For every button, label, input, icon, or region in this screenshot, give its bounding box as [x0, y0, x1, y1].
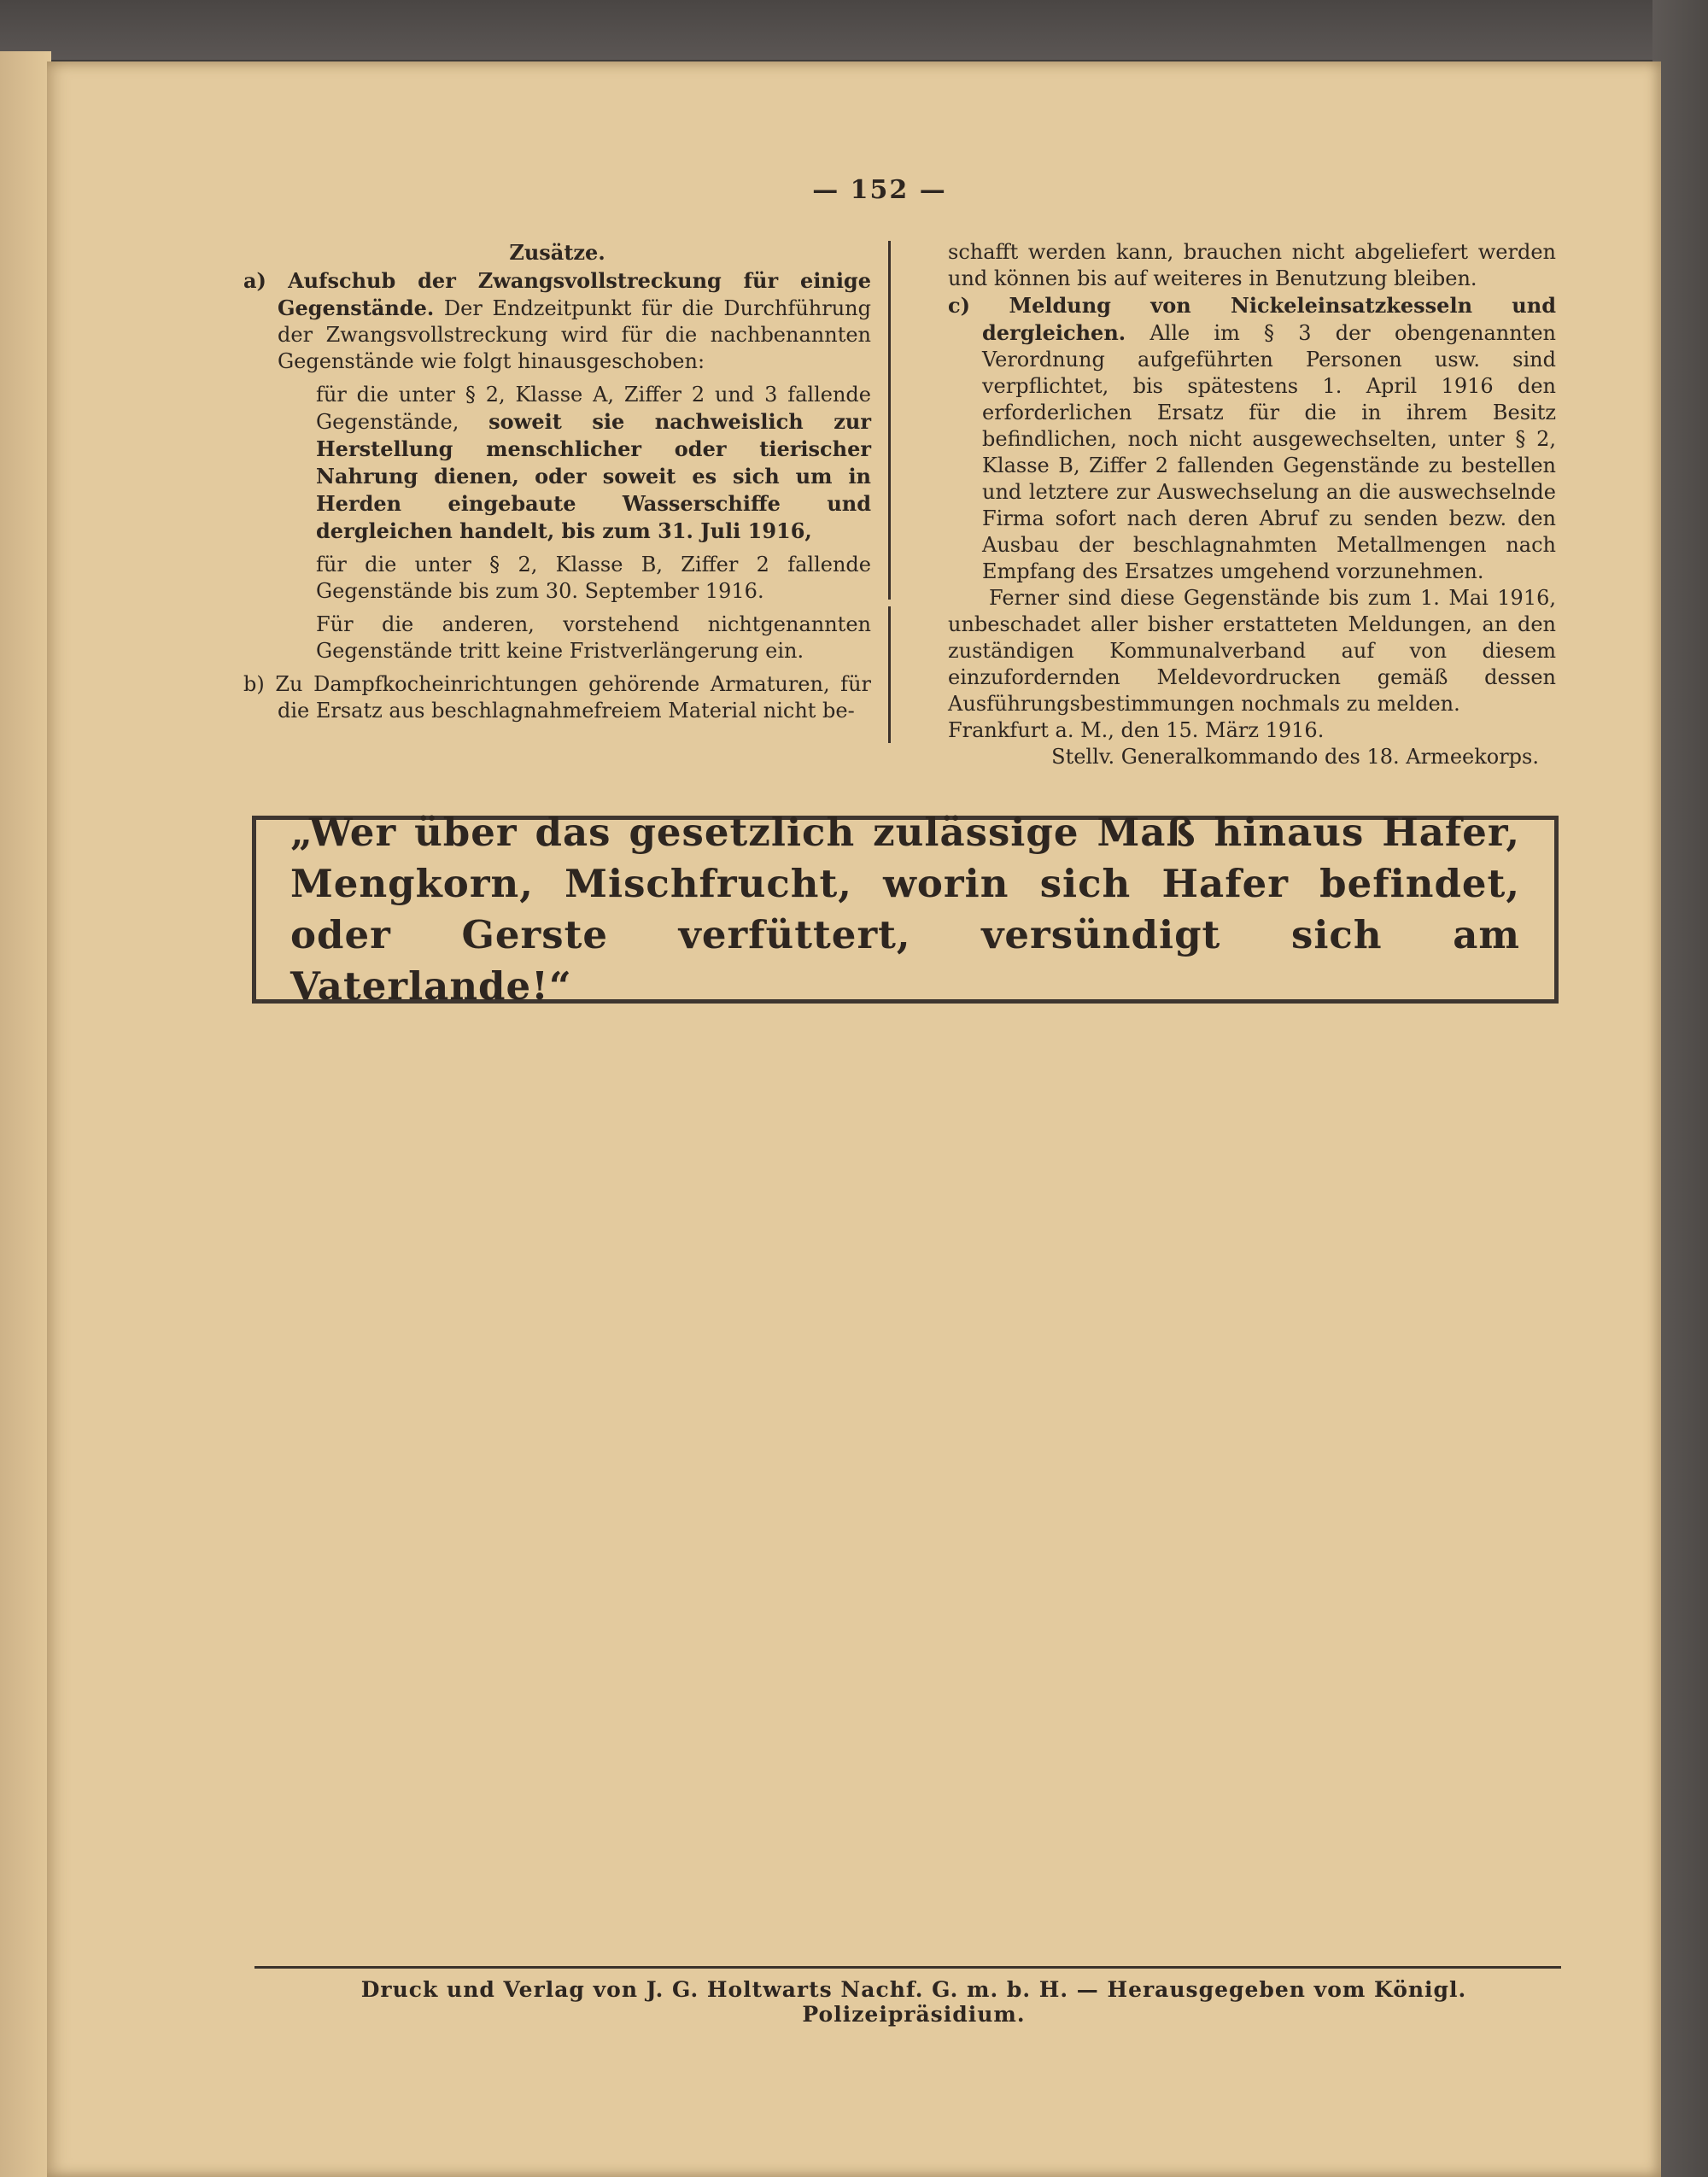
item-c-title: Meldung von Nickeleinsatzkesseln und dergleichen.: [982, 293, 1556, 345]
item-a: [243, 267, 871, 375]
item-c-label: c): [948, 293, 970, 318]
footer-rule: [254, 1966, 1561, 1969]
right-column: [948, 239, 1556, 770]
page-number: — 152 —: [812, 175, 947, 205]
sub-item-1-bold: soweit sie nachweislich zur Herstellung menschlicher oder tierischer Nahrung dienen,: [316, 409, 871, 489]
sub-item-1-pre: für die unter § 2, Klasse A, Ziffer 2 und 3 fallende Gegenstände,: [316, 383, 871, 434]
item-b-label: b): [243, 672, 265, 696]
slogan-text: „Wer über das gesetzlich zulässige Maß hinaus Hafer, Mengkorn, Mischfrucht, worin sich Hafer befindet, oder Gerste verfüttert, versündigt sich am Vaterlande!“: [290, 810, 1520, 1009]
column-rule-upper: [888, 241, 891, 600]
book-cover-left: [0, 51, 51, 2177]
place-date: Frankfurt a. M., den 15. März 1916.: [948, 718, 1325, 742]
sub-item-1-post: oder soweit es sich um in Herden eingebaute Wasserschiffe und dergleichen handelt, bis zum 31. Juli 1916,: [316, 464, 872, 543]
column-rule-lower: [888, 606, 891, 743]
sub-item-3: Für die anderen, vorstehend nichtgenannten Gegenstände tritt keine Fristverlängerung ein.: [316, 612, 871, 663]
item-b: [243, 671, 871, 724]
book-cover-top: [0, 0, 1708, 60]
left-column: [243, 239, 871, 724]
signature: Stellv. Generalkommando des 18. Armeekorps.: [1051, 745, 1539, 769]
item-c-text: Alle im § 3 der obengenannten Verordnung aufgeführten Personen usw. sind verpflichtet, bis spätestens 1. April 1916 den erforderlichen Ersatz für die in ihrem Besitz befindlichen, noch nicht ausgewechselten, unter § 2, Klasse B, Ziffer 2 fallenden Gegenstände zu bestellen und letztere zur Auswechselung an die auswechselnde Firma sofort nach deren Abruf zu senden bezw. den Ausbau der beschlagnahmten Metallmengen nach Empfang des Ersatzes umgehend vorzunehmen.: [982, 321, 1556, 583]
item-c: [948, 292, 1556, 585]
paragraph-2: Ferner sind diese Gegenstände bis zum 1. Mai 1916, unbeschadet aller bisher erstatteten Meldungen, an den zuständigen Kommunalverband auf von diesem einzufordernden Meldevordrucken gemäß dessen Ausführungsbestimmungen nochmals zu melden.: [948, 586, 1556, 716]
item-a-label: a): [243, 268, 266, 293]
item-b-text: Zu Dampfkocheinrichtungen gehörende Armaturen, für die Ersatz aus beschlagnahmefreiem Material nicht be-: [275, 672, 871, 723]
item-a-title: Aufschub der Zwangsvollstreckung für einige Gegenstände.: [278, 268, 871, 320]
sub-item-2: für die unter § 2, Klasse B, Ziffer 2 fallende Gegenstände bis zum 30. September 1916.: [316, 553, 871, 603]
sub-item-1: [243, 382, 871, 545]
item-a-text: Der Endzeitpunkt für die Durchführung der Zwangsvollstreckung wird für die nachbenannten Gegenstände wie folgt hinausgeschoben:: [278, 296, 871, 373]
section-heading: Zusätze.: [509, 240, 605, 265]
slogan-box: [252, 810, 1559, 1009]
continuation-text: schafft werden kann, brauchen nicht abgeliefert werden und können bis auf weiteres in Benutzung bleiben.: [948, 240, 1556, 290]
imprint-footer: Druck und Verlag von J. G. Holtwarts Nachf. G. m. b. H. — Herausgegeben vom Königl. Polizeipräsidium.: [360, 1977, 1467, 2027]
